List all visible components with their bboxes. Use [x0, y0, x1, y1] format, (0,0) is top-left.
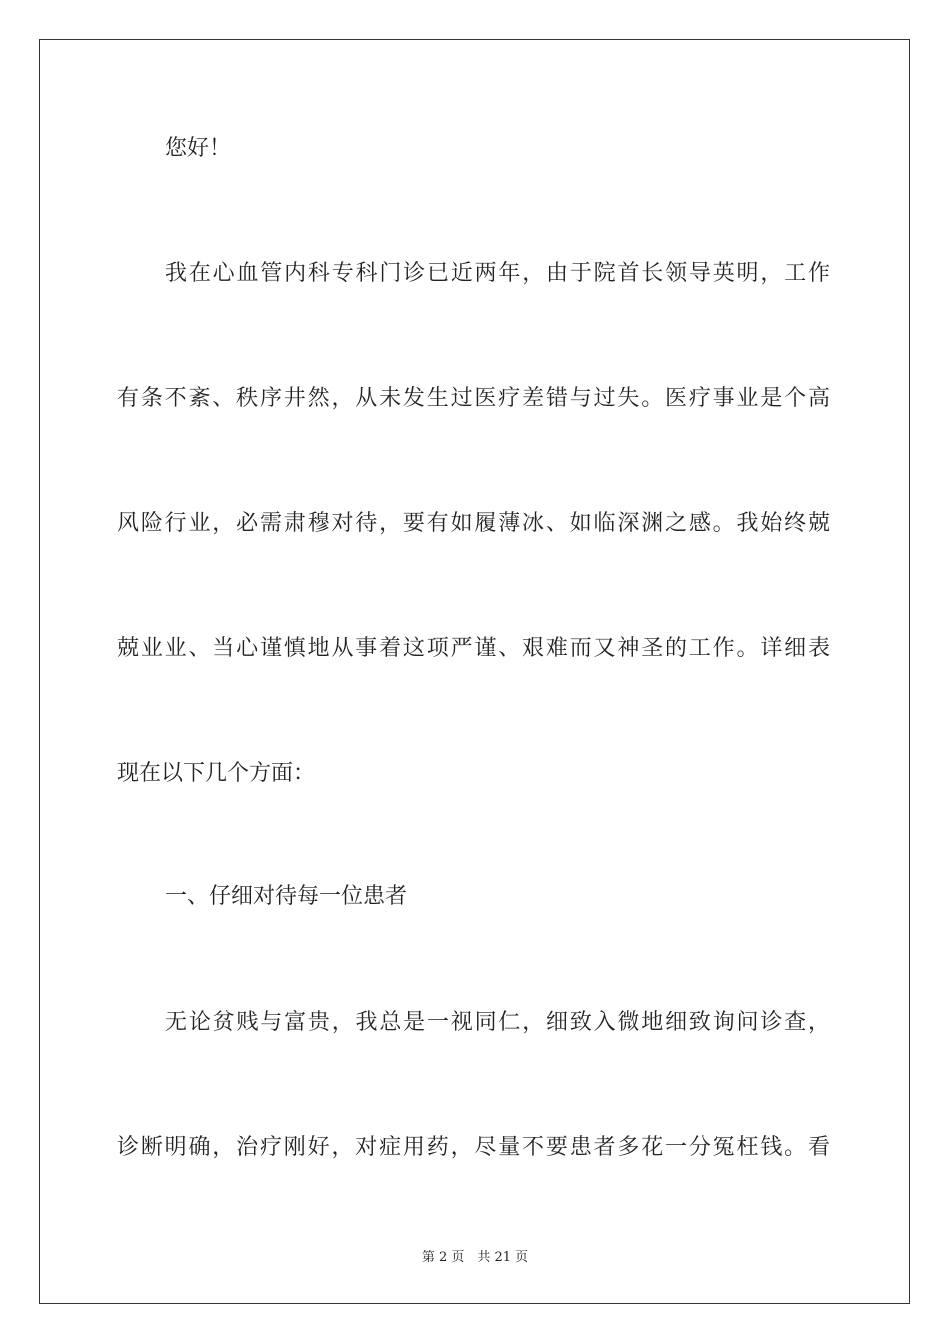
paragraph-line: 我在心血管内科专科门诊已近两年，由于院首长领导英明，工作 — [165, 261, 830, 286]
page-number-footer: 第 2 页 共 21 页 — [421, 1250, 529, 1265]
paragraph-line: 现在以下几个方面： — [117, 761, 316, 786]
paragraph-line: 有条不紊、秩序井然，从未发生过医疗差错与过失。医疗事业是个高 — [117, 386, 830, 411]
paragraph-line: 无论贫贱与富贵，我总是一视同仁，细致入微地细致询问诊查， — [165, 1010, 830, 1035]
paragraph-line: 风险行业，必需肃穆对待，要有如履薄冰、如临深渊之感。我始终兢 — [117, 511, 830, 536]
section-heading: 一、仔细对待每一位患者 — [165, 884, 408, 909]
page-border — [39, 39, 910, 1304]
paragraph-line: 兢业业、当心谨慎地从事着这项严谨、艰难而又神圣的工作。详细表 — [117, 636, 830, 661]
greeting-line: 您好！ — [165, 136, 232, 161]
paragraph-line: 诊断明确，治疗刚好，对症用药，尽量不要患者多花一分冤枉钱。看 — [117, 1135, 830, 1160]
